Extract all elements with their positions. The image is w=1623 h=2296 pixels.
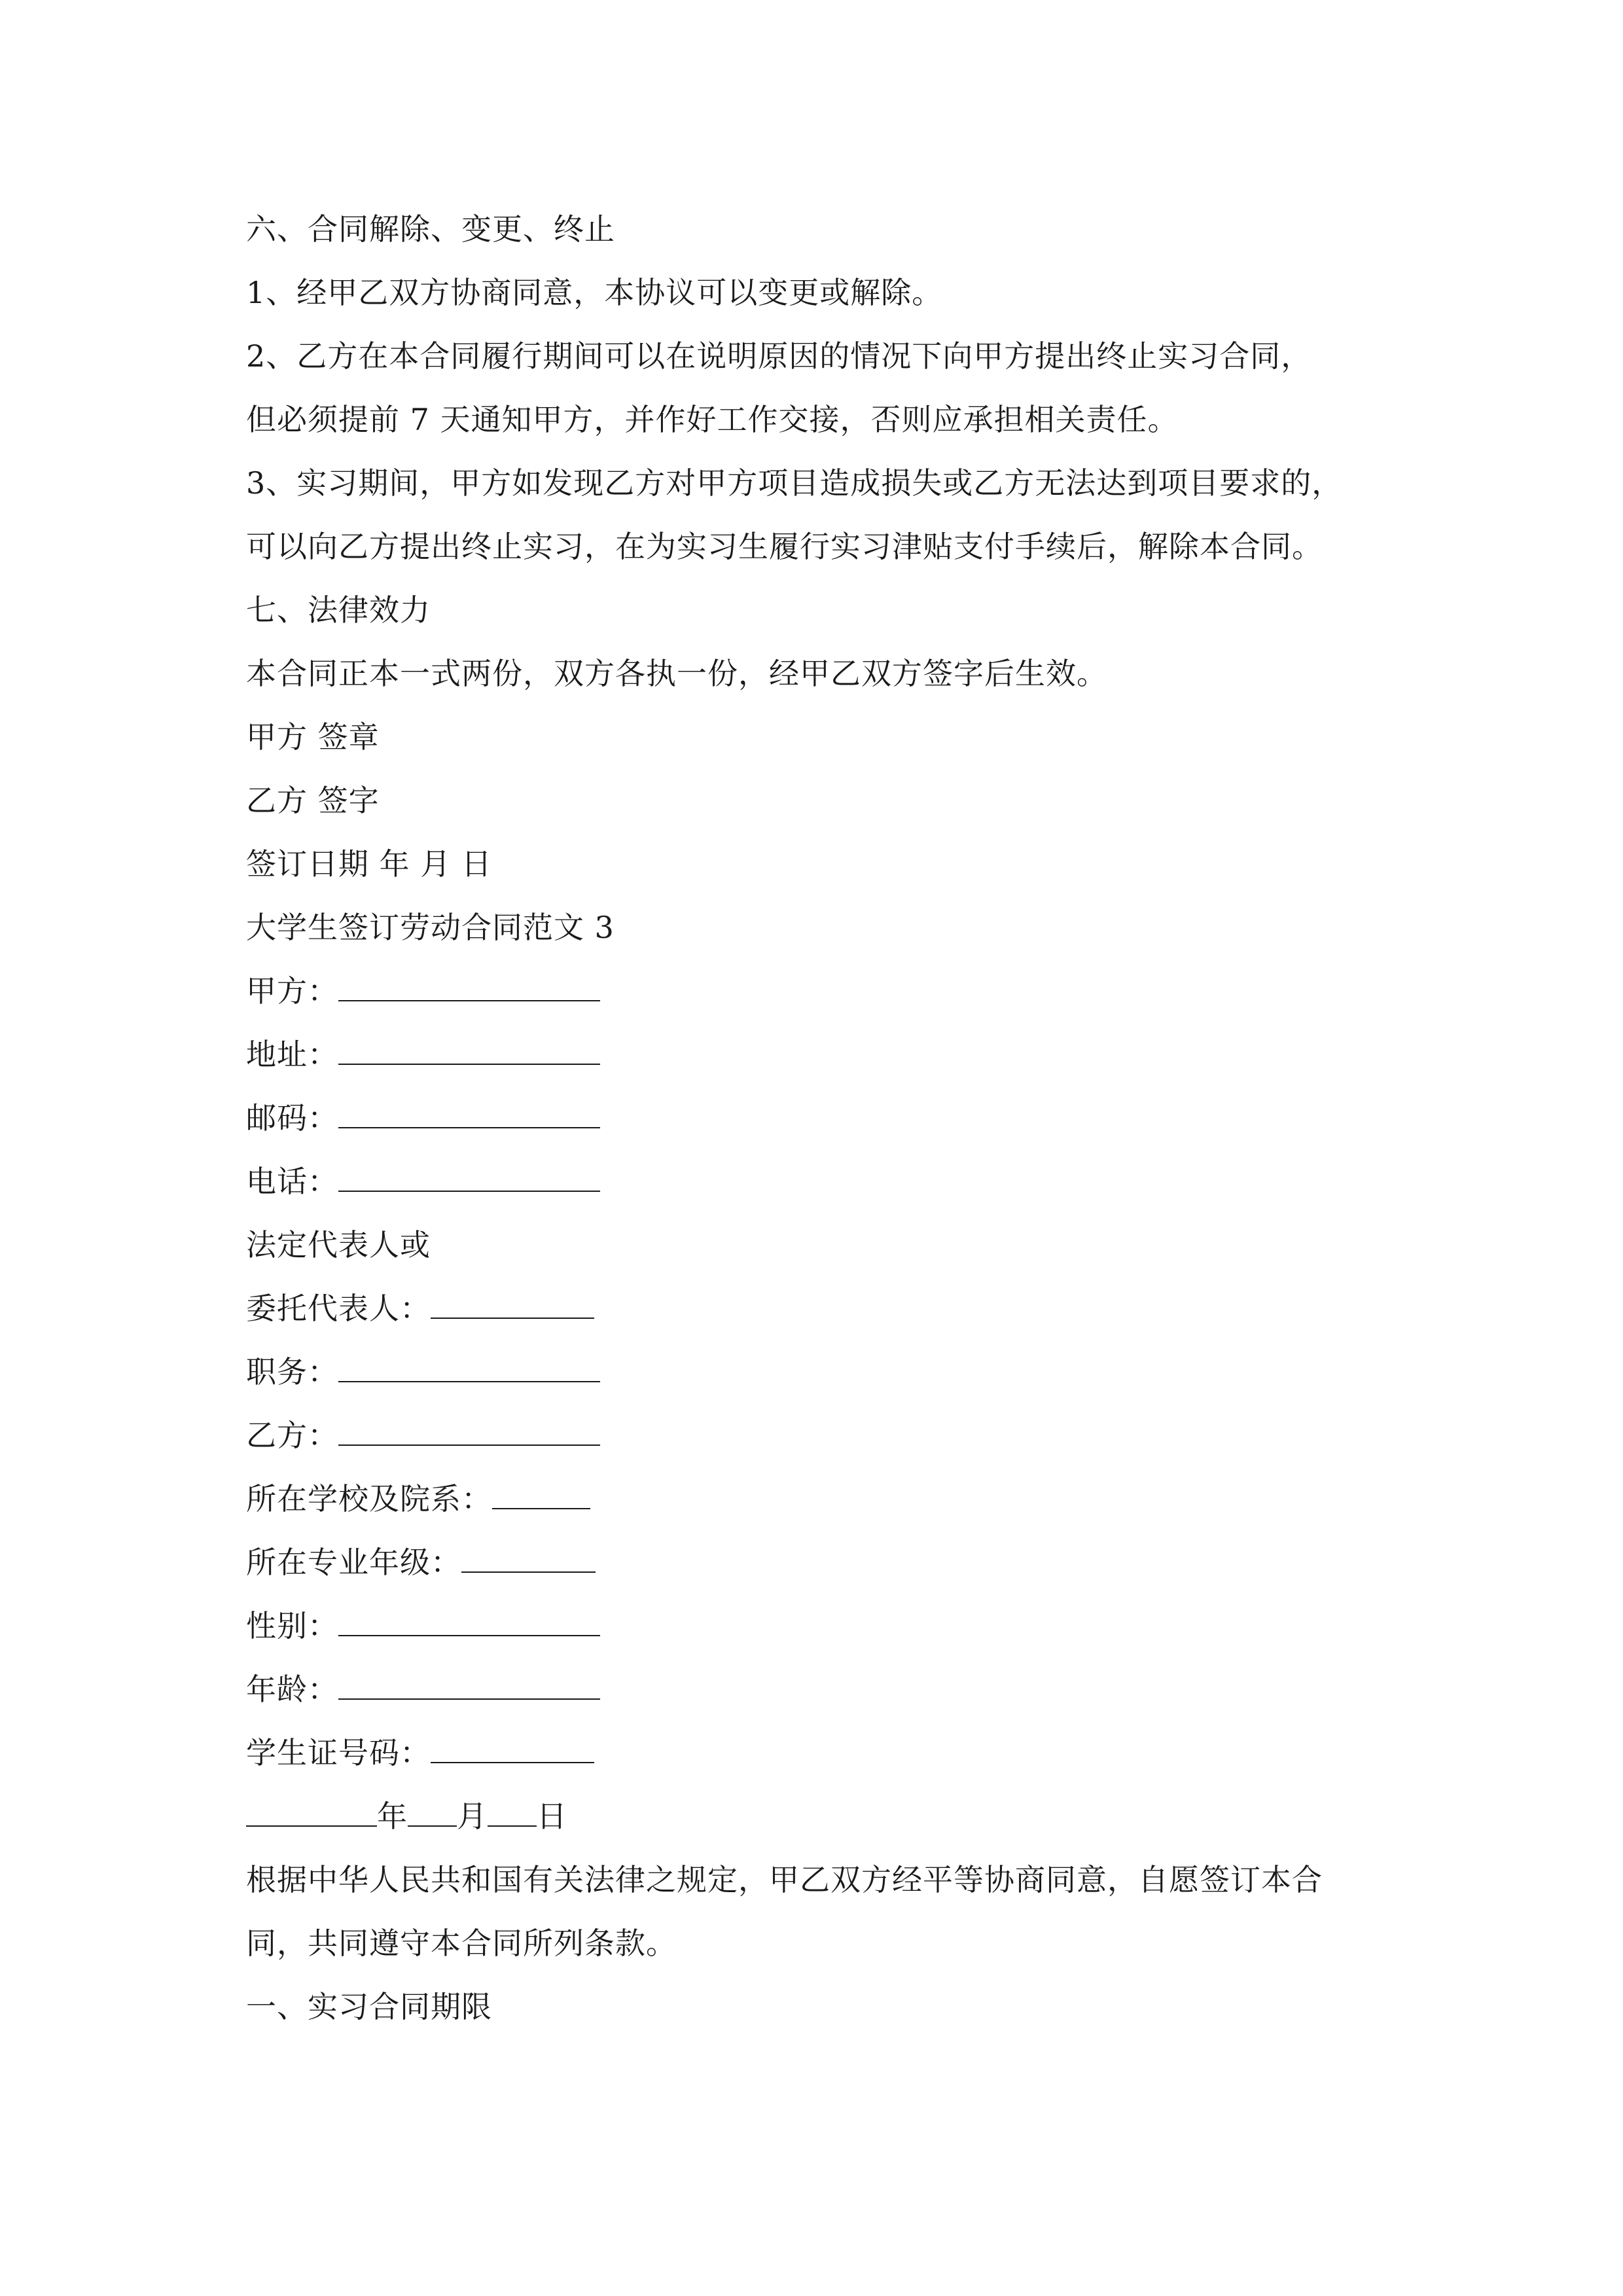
year-label: 年 (377, 1799, 408, 1834)
position-field (246, 1352, 600, 1391)
major-grade-field (246, 1543, 596, 1582)
section-6-clause-2-line-1: 2、乙方在本合同履行期间可以在说明原因的情况下向甲方提出终止实习合同， (246, 338, 1312, 374)
student-id-field (246, 1733, 594, 1772)
day-label: 日 (537, 1799, 567, 1834)
postcode-label: 邮码： (246, 1100, 338, 1136)
phone-blank[interactable] (338, 1162, 600, 1192)
address-field (246, 1035, 600, 1074)
month-label: 月 (457, 1799, 488, 1834)
position-label: 职务： (246, 1354, 338, 1390)
address-label: 地址： (246, 1037, 338, 1072)
age-label: 年龄： (246, 1672, 338, 1707)
day-blank[interactable] (488, 1797, 537, 1827)
position-blank[interactable] (338, 1352, 600, 1382)
month-blank[interactable] (408, 1797, 457, 1827)
student-id-blank[interactable] (431, 1733, 594, 1763)
phone-label: 电话： (246, 1164, 338, 1199)
section-6-clause-3-line-2: 可以向乙方提出终止实习，在为实习生履行实习津贴支付手续后，解除本合同。 (246, 529, 1323, 564)
gender-label: 性别： (246, 1608, 338, 1643)
party-b-field (246, 1416, 600, 1455)
section-1-title: 一、实习合同期限 (246, 1989, 492, 2024)
party-b-blank[interactable] (338, 1416, 600, 1446)
entrusted-rep-field (246, 1289, 594, 1328)
party-b-label: 乙方： (246, 1418, 338, 1453)
student-id-label: 学生证号码： (246, 1735, 431, 1770)
section-6-title: 六、合同解除、变更、终止 (246, 211, 615, 247)
major-grade-blank[interactable] (461, 1543, 596, 1573)
party-b-signature-line: 乙方 签字 (246, 783, 380, 818)
party-a-blank[interactable] (338, 971, 600, 1001)
gender-blank[interactable] (338, 1606, 600, 1636)
legal-rep-line: 法定代表人或 (246, 1227, 431, 1263)
closing-paragraph-line-1: 根据中华人民共和国有关法律之规定，甲乙双方经平等协商同意，自愿签订本合 (246, 1862, 1323, 1897)
party-a-field (246, 971, 600, 1011)
section-7-title: 七、法律效力 (246, 592, 431, 628)
phone-field (246, 1162, 600, 1201)
section-6-clause-2-line-2: 但必须提前 7 天通知甲方，并作好工作交接，否则应承担相关责任。 (246, 402, 1179, 437)
age-blank[interactable] (338, 1670, 600, 1700)
gender-field (246, 1606, 600, 1645)
school-dept-field (246, 1479, 590, 1518)
section-7-body: 本合同正本一式两份，双方各执一份，经甲乙双方签字后生效。 (246, 656, 1107, 691)
date-fill-line (246, 1797, 567, 1836)
postcode-field (246, 1098, 600, 1138)
section-6-clause-1: 1、经甲乙双方协商同意，本协议可以变更或解除。 (246, 275, 943, 310)
signing-date-line: 签订日期 年 月 日 (246, 846, 492, 882)
section-6-clause-3-line-1: 3、实习期间，甲方如发现乙方对甲方项目造成损失或乙方无法达到项目要求的， (246, 465, 1343, 501)
entrusted-rep-blank[interactable] (431, 1289, 594, 1319)
template-3-title: 大学生签订劳动合同范文 3 (246, 910, 615, 945)
major-grade-label: 所在专业年级： (246, 1545, 461, 1580)
closing-paragraph-line-2: 同，共同遵守本合同所列条款。 (246, 1926, 677, 1961)
school-dept-label: 所在学校及院系： (246, 1481, 492, 1516)
party-a-label: 甲方： (246, 973, 338, 1009)
age-field (246, 1670, 600, 1709)
address-blank[interactable] (338, 1035, 600, 1065)
year-blank[interactable] (246, 1797, 377, 1827)
party-a-signature-line: 甲方 签章 (246, 719, 380, 755)
postcode-blank[interactable] (338, 1098, 600, 1128)
entrusted-rep-label: 委托代表人： (246, 1291, 431, 1326)
school-dept-blank[interactable] (492, 1479, 590, 1509)
